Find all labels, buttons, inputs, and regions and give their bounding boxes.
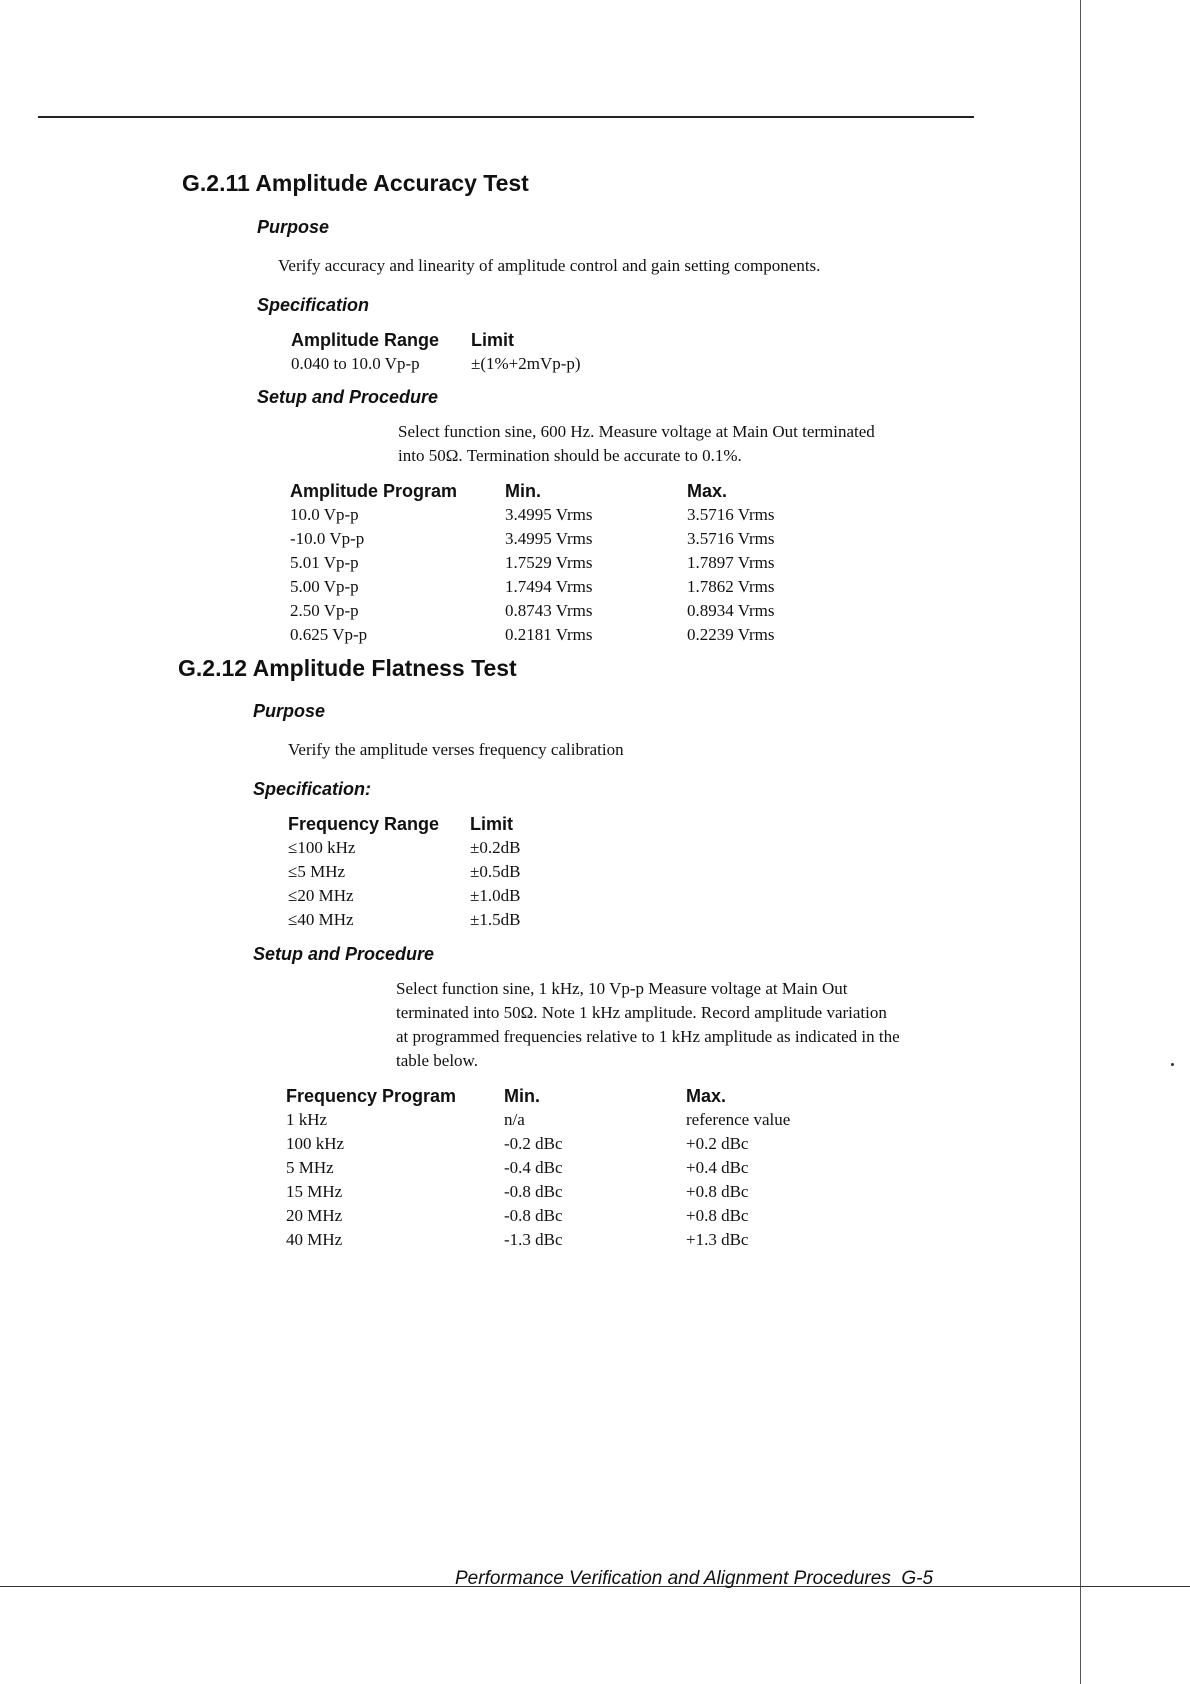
table-cell: -0.8 dBc (504, 1182, 563, 1201)
page-number: G-5 (901, 1568, 934, 1589)
table-cell: 1.7897 Vrms (687, 553, 775, 572)
table-cell: 20 MHz (286, 1206, 343, 1225)
table-cell: 3.4995 Vrms (505, 529, 593, 548)
column-header: Min. (505, 481, 541, 501)
top-rule (38, 116, 974, 118)
right-margin-line (1080, 0, 1081, 1684)
page-footer (455, 1568, 933, 1590)
table-row (288, 884, 520, 908)
table-cell: -1.3 dBc (504, 1230, 563, 1249)
frequency-range-table (288, 812, 520, 932)
amplitude-range-table (291, 328, 581, 376)
table-row (290, 551, 774, 575)
setup-text (396, 977, 900, 1073)
setup-procedure-label: Setup and Procedure (257, 387, 439, 407)
column-header: Limit (471, 330, 514, 350)
table-cell: 0.040 to 10.0 Vp-p (291, 354, 420, 373)
table-cell: +0.8 dBc (686, 1206, 749, 1225)
column-header: Frequency Program (286, 1086, 457, 1106)
table-cell: 1.7529 Vrms (505, 553, 593, 572)
setup-line: terminated into 50Ω. Note 1 kHz amplitude. Record amplitude variation (396, 1003, 887, 1022)
table-cell: 3.5716 Vrms (687, 505, 775, 524)
table-row (290, 575, 774, 599)
table-cell: 10.0 Vp-p (290, 505, 359, 524)
setup-line: Select function sine, 1 kHz, 10 Vp-p Measure voltage at Main Out (396, 979, 848, 998)
table-cell: 0.625 Vp-p (290, 625, 368, 644)
table-cell: -10.0 Vp-p (290, 529, 365, 548)
table-cell: +0.4 dBc (686, 1158, 749, 1177)
table-header-row (288, 812, 520, 836)
column-header: Max. (686, 1086, 727, 1106)
setup-line: at programmed frequencies relative to 1 kHz amplitude as indicated in the (396, 1027, 900, 1046)
table-cell: ±0.5dB (470, 862, 521, 881)
table-row (286, 1132, 790, 1156)
setup-line: Select function sine, 600 Hz. Measure voltage at Main Out terminated (398, 422, 875, 441)
column-header: Amplitude Range (291, 330, 440, 350)
table-cell: ±(1%+2mVp-p) (471, 354, 581, 373)
table-cell: 3.4995 Vrms (505, 505, 593, 524)
table-cell: 3.5716 Vrms (687, 529, 775, 548)
table-cell: +0.2 dBc (686, 1134, 749, 1153)
table-cell: ≤20 MHz (288, 886, 354, 905)
table-cell: ±0.2dB (470, 838, 521, 857)
column-header: Min. (504, 1086, 540, 1106)
table-cell: 5 MHz (286, 1158, 334, 1177)
table-cell: ±1.5dB (470, 910, 521, 929)
footer-title: Performance Verification and Alignment Procedures (455, 1568, 891, 1589)
table-cell: -0.4 dBc (504, 1158, 563, 1177)
table-row (291, 352, 581, 376)
table-cell: ≤100 kHz (288, 838, 356, 857)
column-header: Limit (470, 814, 513, 834)
table-cell: 5.01 Vp-p (290, 553, 359, 572)
table-cell: 15 MHz (286, 1182, 343, 1201)
setup-line: into 50Ω. Termination should be accurate to 0.1%. (398, 446, 742, 465)
table-row (290, 599, 774, 623)
table-cell: 100 kHz (286, 1134, 345, 1153)
table-row (286, 1180, 790, 1204)
table-cell: 0.8934 Vrms (687, 601, 775, 620)
purpose-text: Verify the amplitude verses frequency calibration (288, 740, 624, 759)
table-cell: -0.2 dBc (504, 1134, 563, 1153)
table-header-row (290, 479, 774, 503)
column-header: Amplitude Program (290, 481, 458, 501)
table-cell: 0.2239 Vrms (687, 625, 775, 644)
table-cell: -0.8 dBc (504, 1206, 563, 1225)
table-row (286, 1156, 790, 1180)
table-cell: 2.50 Vp-p (290, 601, 359, 620)
table-row (286, 1108, 790, 1132)
table-row (286, 1204, 790, 1228)
table-cell: 1.7494 Vrms (505, 577, 593, 596)
setup-procedure-label: Setup and Procedure (253, 944, 435, 964)
table-cell: 40 MHz (286, 1230, 343, 1249)
section-heading-amplitude-accuracy: G.2.11 Amplitude Accuracy Test (182, 170, 529, 196)
table-header-row (286, 1084, 790, 1108)
table-row (288, 860, 520, 884)
table-cell: n/a (504, 1110, 525, 1129)
table-cell: +0.8 dBc (686, 1182, 749, 1201)
table-row (290, 503, 774, 527)
table-row (290, 623, 774, 647)
frequency-program-table (286, 1084, 790, 1252)
table-row (286, 1228, 790, 1252)
setup-text (398, 420, 875, 468)
table-cell: +1.3 dBc (686, 1230, 749, 1249)
table-cell: 0.2181 Vrms (505, 625, 593, 644)
table-cell: reference value (686, 1110, 791, 1129)
table-cell: 0.8743 Vrms (505, 601, 593, 620)
scan-speck (1171, 1063, 1174, 1066)
table-row (290, 527, 774, 551)
specification-label: Specification (257, 295, 370, 315)
specification-label: Specification: (253, 779, 372, 799)
table-cell: ≤5 MHz (288, 862, 346, 881)
table-cell: 1.7862 Vrms (687, 577, 775, 596)
table-cell: 5.00 Vp-p (290, 577, 359, 596)
table-cell: ≤40 MHz (288, 910, 354, 929)
setup-line: table below. (396, 1051, 478, 1070)
purpose-label: Purpose (257, 217, 330, 237)
purpose-text: Verify accuracy and linearity of amplitude control and gain setting components. (278, 256, 821, 275)
table-header-row (291, 328, 581, 352)
section-heading-amplitude-flatness: G.2.12 Amplitude Flatness Test (178, 655, 517, 681)
amplitude-program-table (290, 479, 774, 647)
column-header: Max. (687, 481, 728, 501)
table-row (288, 836, 520, 860)
table-row (288, 908, 520, 932)
table-cell: ±1.0dB (470, 886, 521, 905)
purpose-label: Purpose (253, 701, 326, 721)
table-cell: 1 kHz (286, 1110, 328, 1129)
column-header: Frequency Range (288, 814, 440, 834)
